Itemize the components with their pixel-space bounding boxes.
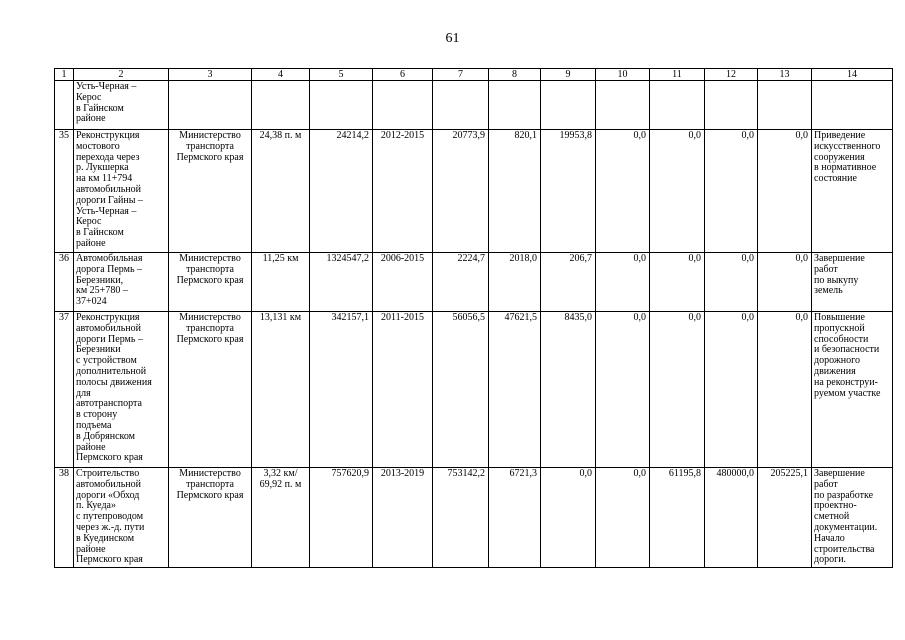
column-header: 14	[812, 69, 893, 81]
column-header: 5	[310, 69, 373, 81]
object-name-cell: Реконструкция автомобильной дороги Пермь – Березники с устройством дополнительной полосы движения для автотранспорта в сторону подъема в Добрянском районе Пермского края	[74, 312, 169, 468]
column-header: 3	[169, 69, 252, 81]
object-name-cell: Строительство автомобильной дороги «Обход п. Куеда» с путепроводом через ж.-д. пути в Куединском районе Пермского края	[74, 468, 169, 568]
funding-year-1-cell: 820,1	[489, 130, 541, 253]
funding-year-1-cell: 6721,3	[489, 468, 541, 568]
funding-year-3-cell: 0,0	[596, 468, 650, 568]
object-name-cell: Реконструкция мостового перехода через р. Лукшерка на км 11+794 автомобильной дороги Гайны – Усть-Черная – Керос в Гайнском районе	[74, 130, 169, 253]
funding-year-4-cell: 0,0	[650, 130, 705, 253]
funding-total-cell	[433, 81, 489, 130]
program-table	[54, 68, 893, 568]
funding-year-3-cell: 0,0	[596, 312, 650, 468]
funding-year-1-cell: 2018,0	[489, 253, 541, 312]
estimated-cost-cell: 24214,2	[310, 130, 373, 253]
column-header: 10	[596, 69, 650, 81]
table-row	[55, 81, 893, 130]
construction-period-cell: 2011-2015	[373, 312, 433, 468]
funding-year-4-cell: 0,0	[650, 253, 705, 312]
executor-cell: Министерство транспорта Пермского края	[169, 468, 252, 568]
executor-cell	[169, 81, 252, 130]
funding-year-1-cell	[489, 81, 541, 130]
funding-year-2-cell: 8435,0	[541, 312, 596, 468]
column-header: 8	[489, 69, 541, 81]
funding-year-6-cell: 0,0	[758, 130, 812, 253]
funding-year-6-cell: 0,0	[758, 312, 812, 468]
capacity-cell: 3,32 км/ 69,92 п. м	[252, 468, 310, 568]
funding-year-2-cell: 206,7	[541, 253, 596, 312]
funding-year-2-cell	[541, 81, 596, 130]
funding-total-cell: 2224,7	[433, 253, 489, 312]
expected-result-cell	[812, 81, 893, 130]
funding-year-6-cell: 0,0	[758, 253, 812, 312]
funding-year-5-cell	[705, 81, 758, 130]
column-header: 9	[541, 69, 596, 81]
expected-result-cell: Завершение работ по выкупу земель	[812, 253, 893, 312]
executor-cell: Министерство транспорта Пермского края	[169, 312, 252, 468]
row-number-cell: 35	[55, 130, 74, 253]
column-header: 4	[252, 69, 310, 81]
funding-year-4-cell: 0,0	[650, 312, 705, 468]
row-number-cell	[55, 81, 74, 130]
table-row	[55, 253, 893, 312]
funding-total-cell: 753142,2	[433, 468, 489, 568]
funding-year-5-cell: 0,0	[705, 130, 758, 253]
capacity-cell: 11,25 км	[252, 253, 310, 312]
expected-result-cell: Приведение искусственного сооружения в нормативное состояние	[812, 130, 893, 253]
row-number-cell: 37	[55, 312, 74, 468]
column-header: 12	[705, 69, 758, 81]
funding-year-2-cell: 19953,8	[541, 130, 596, 253]
funding-year-5-cell: 480000,0	[705, 468, 758, 568]
estimated-cost-cell: 757620,9	[310, 468, 373, 568]
column-number-row	[55, 69, 893, 81]
funding-year-4-cell	[650, 81, 705, 130]
column-header: 1	[55, 69, 74, 81]
funding-year-3-cell: 0,0	[596, 253, 650, 312]
column-header: 13	[758, 69, 812, 81]
estimated-cost-cell	[310, 81, 373, 130]
estimated-cost-cell: 342157,1	[310, 312, 373, 468]
column-header: 2	[74, 69, 169, 81]
capacity-cell	[252, 81, 310, 130]
row-number-cell: 36	[55, 253, 74, 312]
funding-year-2-cell: 0,0	[541, 468, 596, 568]
capacity-cell: 24,38 п. м	[252, 130, 310, 253]
table-row	[55, 312, 893, 468]
table-row	[55, 468, 893, 568]
funding-year-5-cell: 0,0	[705, 312, 758, 468]
funding-year-4-cell: 61195,8	[650, 468, 705, 568]
funding-year-3-cell: 0,0	[596, 130, 650, 253]
funding-year-5-cell: 0,0	[705, 253, 758, 312]
object-name-cell: Автомобильная дорога Пермь – Березники, км 25+780 – 37+024	[74, 253, 169, 312]
funding-year-6-cell: 205225,1	[758, 468, 812, 568]
row-number-cell: 38	[55, 468, 74, 568]
column-header: 11	[650, 69, 705, 81]
construction-period-cell	[373, 81, 433, 130]
expected-result-cell: Повышение пропускной способности и безопасности дорожного движения на реконструи- руемом участке	[812, 312, 893, 468]
funding-total-cell: 56056,5	[433, 312, 489, 468]
executor-cell: Министерство транспорта Пермского края	[169, 130, 252, 253]
column-header: 6	[373, 69, 433, 81]
funding-total-cell: 20773,9	[433, 130, 489, 253]
executor-cell: Министерство транспорта Пермского края	[169, 253, 252, 312]
page-number: 61	[445, 31, 460, 46]
column-header: 7	[433, 69, 489, 81]
estimated-cost-cell: 1324547,2	[310, 253, 373, 312]
funding-year-1-cell: 47621,5	[489, 312, 541, 468]
construction-period-cell: 2012-2015	[373, 130, 433, 253]
capacity-cell: 13,131 км	[252, 312, 310, 468]
funding-year-6-cell	[758, 81, 812, 130]
construction-period-cell: 2013-2019	[373, 468, 433, 568]
table-row	[55, 130, 893, 253]
construction-period-cell: 2006-2015	[373, 253, 433, 312]
object-name-cell: Усть-Черная – Керос в Гайнском районе	[74, 81, 169, 130]
funding-year-3-cell	[596, 81, 650, 130]
expected-result-cell: Завершение работ по разработке проектно- сметной документации. Начало строительства дороги.	[812, 468, 893, 568]
